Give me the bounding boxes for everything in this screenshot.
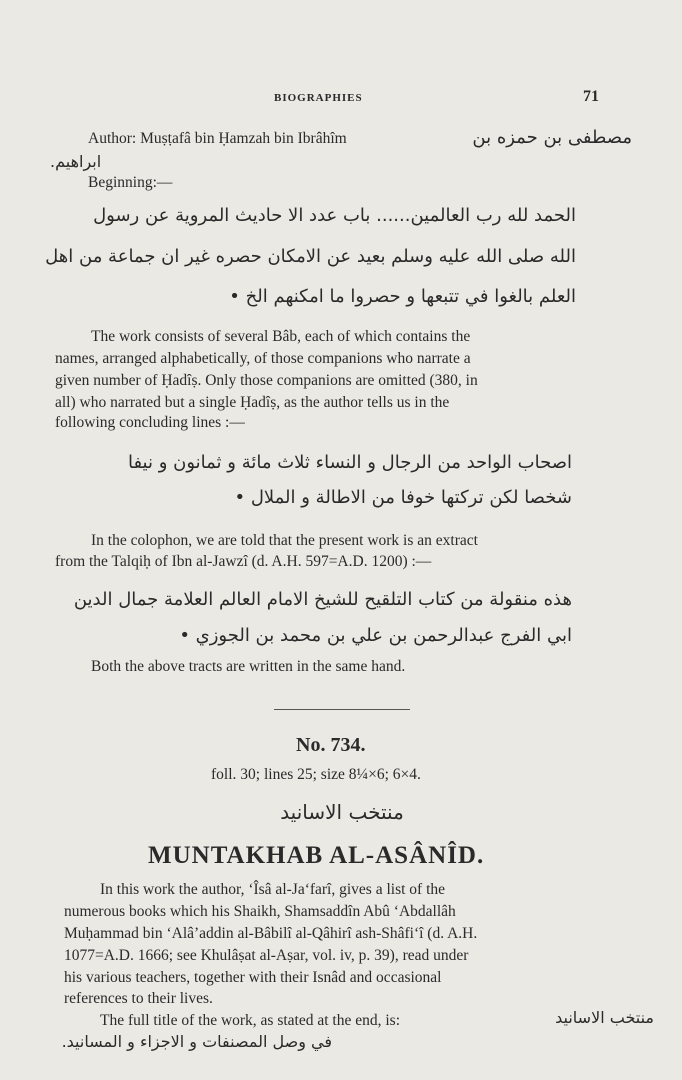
beginning-arabic-line: الحمد لله رب العالمين...... باب عدد الا حاديث المروية عن رسول — [93, 205, 576, 226]
author-arabic-2: ابراهيم. — [50, 152, 102, 171]
full-title-arabic-2: في وصل المصنفات و الاجزاء و المسانيد. — [61, 1032, 332, 1051]
concluding-arabic-line: شخصا لكن تركتها خوفا من الاطالة و الملال • — [234, 487, 572, 508]
beginning-arabic-line: الله صلى الله عليه وسلم بعيد عن الامكان حصره غير ان جماعة من اهل — [45, 246, 576, 267]
beginning-label: Beginning:— — [88, 174, 173, 191]
author-line: Author: Muṣṭafâ bin Ḥamzah bin Ibrâhîm — [88, 130, 347, 147]
paragraph-line: following concluding lines :— — [55, 414, 245, 431]
colophon-arabic-line: هذه منقولة من كتاب التلقيح للشيخ الامام العالم العلامة جمال الدين — [73, 589, 572, 610]
paragraph-line: In this work the author, ‘Îsâ al-Ja‘farî, gives a list of the — [100, 881, 446, 898]
full-title-line: The full title of the work, as stated at the end, is: — [100, 1012, 401, 1029]
collation-line: foll. 30; lines 25; size 8¼×6; 6×4. — [211, 766, 421, 783]
paragraph-line: references to their lives. — [64, 990, 213, 1007]
work-title: MUNTAKHAB AL-ASÂNÎD. — [148, 842, 485, 869]
full-title-arabic-1: منتخب الاسانيد — [555, 1008, 654, 1027]
paragraph-line: names, arranged alphabetically, of those companions who narrate a — [55, 350, 471, 367]
paragraph-line: 1077=A.D. 1666; see Khulâṣat al-Aṣar, vol. iv, p. 39), read under — [64, 947, 469, 964]
paragraph-line: given number of Ḥadîṣ. Only those companions are omitted (380, in — [55, 372, 478, 389]
running-title: BIOGRAPHIES — [274, 92, 363, 104]
arabic-title: منتخب الاسانيد — [280, 800, 404, 824]
closing-line: Both the above tracts are written in the same hand. — [91, 658, 406, 675]
paragraph-line: Muḥammad bin ‘Alâ’addin al-Bâbilî al-Qâhirî ash-Shâfi‘î (d. A.H. — [64, 925, 478, 942]
colophon-arabic-line: ابي الفرج عبدالرحمن بن علي بن محمد بن الجوزي • — [179, 625, 572, 646]
beginning-arabic-line: العلم بالغوا في تتبعها و حصروا ما امكنهم الخ • — [229, 286, 576, 307]
paragraph-line: all) who narrated but a single Ḥadîṣ, as the author tells us in the — [55, 394, 450, 411]
concluding-arabic-line: اصحاب الواحد من الرجال و النساء ثلاث مائة و ثمانون و نيفا — [127, 452, 572, 473]
paragraph-line: In the colophon, we are told that the present work is an extract — [91, 532, 478, 549]
author-arabic-1: مصطفى بن حمزه بن — [472, 127, 632, 148]
page-number: 71 — [583, 88, 599, 105]
paragraph-line: his various teachers, together with their Isnâd and occasional — [64, 969, 442, 986]
section-divider — [274, 709, 410, 710]
paragraph-line: numerous books which his Shaikh, Shamsaddîn Abû ‘Abdallâh — [64, 903, 456, 920]
entry-number: No. 734. — [296, 734, 366, 756]
paragraph-line: from the Talqiḥ of Ibn al-Jawzî (d. A.H. 597=A.D. 1200) :— — [55, 553, 432, 570]
paragraph-line: The work consists of several Bâb, each of which contains the — [91, 328, 471, 345]
